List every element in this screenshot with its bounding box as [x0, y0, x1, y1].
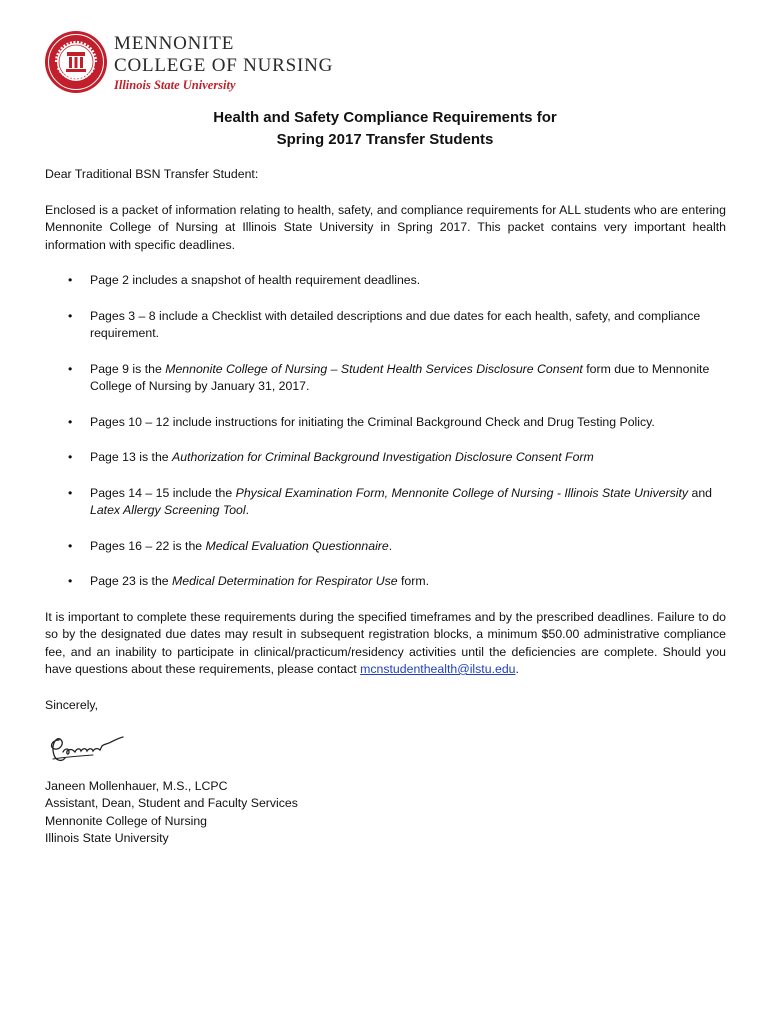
- signer-university: Illinois State University: [45, 831, 169, 845]
- list-item: • Pages 3 – 8 include a Checklist with detailed descriptions and due dates for each health, safety, and compliance requirement.: [68, 308, 701, 340]
- title-line-2: Spring 2017 Transfer Students: [276, 131, 494, 148]
- list-item: • Pages 14 – 15 include the Physical Examination Form, Mennonite College of Nursing - Illinois State University and Latex Allergy Screening Tool.: [68, 485, 713, 517]
- college-wordmark: [114, 30, 333, 93]
- bullet-icon: •: [68, 485, 73, 500]
- signature-block: [45, 778, 726, 848]
- list-item: • Page 13 is the Authorization for Criminal Background Investigation Disclosure Consent Form: [45, 449, 726, 467]
- letter-title: [0, 107, 770, 151]
- bullet-icon: •: [68, 414, 73, 429]
- wordmark-line-2: COLLEGE OF NURSING: [114, 55, 334, 76]
- bullet-icon: •: [68, 574, 73, 588]
- list-item: • Pages 10 – 12 include instructions for initiating the Criminal Background Check and Drug Testing Policy.: [45, 414, 726, 432]
- signer-name: Janeen Mollenhauer, M.S., LCPC: [45, 778, 228, 793]
- university-seal-logo: [44, 30, 108, 94]
- closing-paragraph: It is important to complete these requirements during the specified timeframes and by the prescribed deadlines. Failure to do so by the designated due dates may result in subsequent registration blocks, a minimum $50.00 administrative compliance fee, and an inability to participate in clinical/practicum/residency activities until the deficiencies are complete. Should you have questions about these requirements, please contact mcnstudenthealth@ilstu.edu.: [45, 609, 726, 676]
- wordmark-line-3: Illinois State University: [114, 78, 236, 92]
- sign-off: Sincerely,: [45, 697, 99, 712]
- title-line-1: Health and Safety Compliance Requirements for: [213, 109, 557, 126]
- signer-title: Assistant, Dean, Student and Faculty Services: [45, 796, 298, 810]
- letter-body: [45, 166, 726, 848]
- bullet-icon: •: [68, 538, 73, 553]
- signer-org: Mennonite College of Nursing: [45, 813, 208, 828]
- handwritten-signature: [45, 728, 145, 768]
- list-item: • Page 9 is the Mennonite College of Nursing – Student Health Services Disclosure Consent form due to Mennonite College of Nursing by January 31, 2017.: [68, 361, 710, 393]
- intro-paragraph: Enclosed is a packet of information relating to health, safety, and compliance requirements for ALL students who are entering Mennonite College of Nursing at Illinois State University in Spring 2017. This packet contains very important health information with specific deadlines.: [45, 202, 726, 252]
- page-contents-list: [45, 272, 726, 591]
- bullet-icon: •: [68, 273, 73, 287]
- wordmark-line-1: MENNONITE: [114, 33, 235, 54]
- list-item: • Page 2 includes a snapshot of health requirement deadlines.: [45, 272, 726, 290]
- list-item: • Page 23 is the Medical Determination for Respirator Use form.: [45, 573, 726, 591]
- email-link[interactable]: mcnstudenthealth@ilstu.edu: [360, 662, 516, 676]
- list-item: • Pages 16 – 22 is the Medical Evaluation Questionnaire.: [45, 538, 726, 556]
- bullet-icon: •: [68, 308, 73, 323]
- salutation: Dear Traditional BSN Transfer Student:: [45, 167, 259, 181]
- letterhead: [44, 30, 384, 94]
- bullet-icon: •: [68, 450, 73, 464]
- bullet-icon: •: [68, 361, 73, 376]
